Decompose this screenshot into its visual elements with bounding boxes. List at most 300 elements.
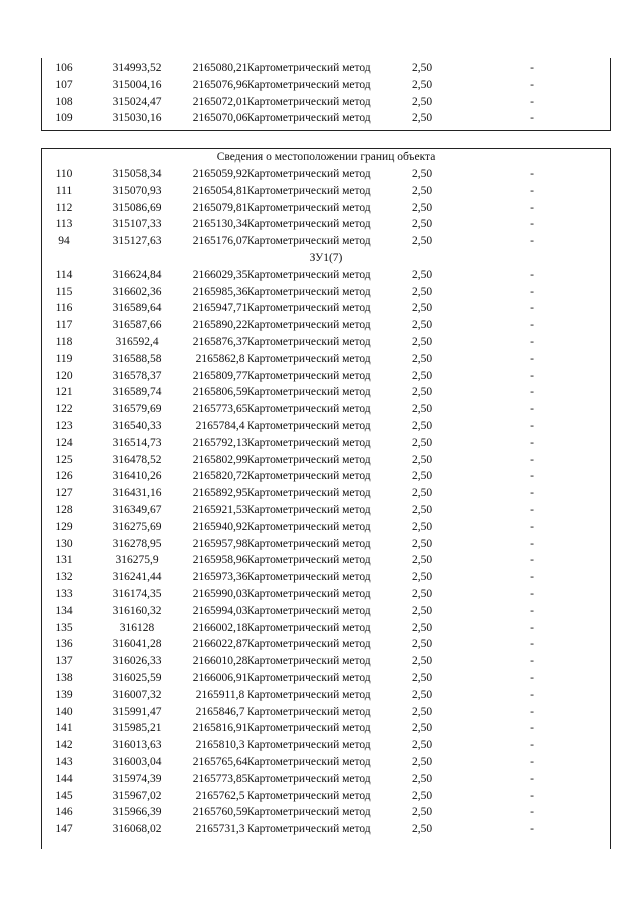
- coord-x-cell: 316174,35: [112, 588, 162, 600]
- table-row: [42, 284, 610, 301]
- method-cell: Картометрический метод: [247, 436, 371, 449]
- description-cell: -: [530, 823, 534, 836]
- description-cell: -: [530, 319, 534, 332]
- accuracy-cell: 2,50: [411, 487, 433, 500]
- method-cell: Картометрический метод: [247, 62, 371, 74]
- coord-x-cell: 316588,58: [112, 352, 162, 365]
- table-row: [42, 821, 610, 838]
- coord-y-cell: 2165862,8: [195, 352, 245, 365]
- point-number-cell: 134: [55, 604, 73, 617]
- coord-y-cell: 2165773,85: [192, 772, 248, 785]
- point-number-cell: 140: [55, 705, 73, 718]
- table-row: [42, 351, 610, 368]
- coord-x-cell: 315024,47: [112, 95, 162, 108]
- coord-x-cell: 316589,64: [112, 302, 162, 315]
- method-cell: Картометрический метод: [247, 235, 371, 248]
- point-number-cell: 113: [55, 218, 73, 231]
- point-number-cell: 114: [55, 268, 73, 281]
- accuracy-cell: 2,50: [411, 168, 433, 180]
- coord-y-cell: 2165973,36: [192, 571, 248, 584]
- method-cell: Картометрический метод: [247, 403, 371, 416]
- accuracy-cell: 2,50: [411, 621, 433, 634]
- accuracy-cell: 2,50: [411, 655, 433, 668]
- coord-y-cell: 2166002,18: [192, 621, 248, 634]
- coord-y-cell: 2165072,01: [192, 95, 248, 108]
- accuracy-cell: 2,50: [411, 453, 433, 466]
- description-cell: -: [530, 168, 534, 180]
- point-number-cell: 135: [55, 621, 73, 634]
- coord-x-cell: 314993,52: [112, 62, 162, 74]
- description-cell: -: [530, 235, 534, 248]
- coord-y-cell: 2165731,3: [195, 823, 245, 836]
- table-row: [42, 485, 610, 502]
- description-cell: -: [530, 487, 534, 500]
- coord-y-cell: 2165765,64: [192, 756, 248, 768]
- point-number-cell: 110: [55, 168, 73, 180]
- method-cell: Картометрический метод: [247, 823, 371, 836]
- method-cell: Картометрический метод: [247, 184, 371, 197]
- point-number-cell: 122: [55, 403, 73, 416]
- method-cell: Картометрический метод: [247, 504, 371, 516]
- coord-x-cell: 315127,63: [112, 235, 162, 248]
- method-cell: Картометрический метод: [247, 537, 371, 550]
- point-number-cell: 109: [55, 112, 73, 125]
- table-row: [42, 788, 610, 805]
- accuracy-cell: 2,50: [411, 672, 433, 684]
- coord-y-cell: 2165079,81: [192, 201, 248, 214]
- table-row: [42, 804, 610, 821]
- description-cell: -: [530, 739, 534, 752]
- description-cell: -: [530, 772, 534, 785]
- method-cell: Картометрический метод: [247, 655, 371, 668]
- point-number-cell: 139: [55, 688, 73, 701]
- accuracy-cell: 2,50: [411, 352, 433, 365]
- accuracy-cell: 2,50: [411, 78, 433, 91]
- point-number-cell: 111: [55, 184, 73, 197]
- coord-x-cell: 316431,16: [112, 487, 162, 500]
- method-cell: Картометрический метод: [247, 420, 371, 432]
- accuracy-cell: 2,50: [411, 470, 433, 483]
- table-row: [42, 704, 610, 721]
- point-number-cell: 128: [55, 504, 73, 516]
- method-cell: Картометрический метод: [247, 336, 371, 348]
- description-cell: -: [530, 722, 534, 735]
- point-number-cell: 120: [55, 369, 73, 382]
- description-cell: -: [530, 369, 534, 382]
- coord-x-cell: 315991,47: [112, 705, 162, 718]
- table-row: [42, 552, 610, 569]
- point-number-cell: 145: [55, 789, 73, 802]
- coord-x-cell: 316275,69: [112, 520, 162, 533]
- method-cell: Картометрический метод: [247, 352, 371, 365]
- coord-y-cell: 2165130,34: [192, 218, 248, 231]
- accuracy-cell: 2,50: [411, 739, 433, 752]
- table-row: [42, 754, 610, 771]
- point-number-cell: 144: [55, 772, 73, 785]
- method-cell: Картометрический метод: [247, 638, 371, 651]
- description-cell: -: [530, 688, 534, 701]
- coord-y-cell: 2165947,71: [192, 302, 248, 315]
- point-number-cell: 142: [55, 739, 73, 752]
- table-row: [42, 737, 610, 754]
- accuracy-cell: 2,50: [411, 772, 433, 785]
- description-cell: -: [530, 621, 534, 634]
- coord-y-cell: 2165784,4: [195, 420, 245, 432]
- point-number-cell: 116: [55, 302, 73, 315]
- point-number-cell: 94: [58, 235, 70, 248]
- description-cell: -: [530, 520, 534, 533]
- table-row: [42, 110, 610, 127]
- table-row: [42, 720, 610, 737]
- method-cell: Картометрический метод: [247, 268, 371, 281]
- point-number-cell: 141: [55, 722, 73, 735]
- table-row: [42, 60, 610, 77]
- coord-y-cell: 2165816,91: [192, 722, 248, 735]
- coord-y-cell: 2165876,37: [192, 336, 248, 348]
- point-number-cell: 146: [55, 806, 73, 819]
- method-cell: Картометрический метод: [247, 487, 371, 500]
- coord-x-cell: 316007,32: [112, 688, 162, 701]
- coord-y-cell: 2166006,91: [192, 672, 248, 684]
- description-cell: -: [530, 336, 534, 348]
- description-cell: -: [530, 285, 534, 298]
- point-number-cell: 127: [55, 487, 73, 500]
- description-cell: -: [530, 403, 534, 416]
- description-cell: -: [530, 705, 534, 718]
- accuracy-cell: 2,50: [411, 504, 433, 516]
- accuracy-cell: 2,50: [411, 95, 433, 108]
- method-cell: Картометрический метод: [247, 302, 371, 315]
- table-row: [42, 519, 610, 536]
- method-cell: Картометрический метод: [247, 806, 371, 819]
- coord-x-cell: 316478,52: [112, 453, 162, 466]
- description-cell: -: [530, 453, 534, 466]
- accuracy-cell: 2,50: [411, 268, 433, 281]
- method-cell: Картометрический метод: [247, 571, 371, 584]
- point-number-cell: 115: [55, 285, 73, 298]
- description-cell: -: [530, 62, 534, 74]
- accuracy-cell: 2,50: [411, 571, 433, 584]
- description-cell: -: [530, 112, 534, 125]
- point-number-cell: 136: [55, 638, 73, 651]
- accuracy-cell: 2,50: [411, 235, 433, 248]
- coord-y-cell: 2165921,53: [192, 504, 248, 516]
- method-cell: Картометрический метод: [247, 789, 371, 802]
- coord-x-cell: 316587,66: [112, 319, 162, 332]
- coord-x-cell: 315985,21: [112, 722, 162, 735]
- table-row: [42, 435, 610, 452]
- description-cell: -: [530, 537, 534, 550]
- table-row: [42, 334, 610, 351]
- coord-y-cell: 2165076,96: [192, 78, 248, 91]
- coord-y-cell: 2165054,81: [192, 184, 248, 197]
- table-row: [42, 317, 610, 334]
- coord-x-cell: 316540,33: [112, 420, 162, 432]
- description-cell: -: [530, 302, 534, 315]
- table-row: [42, 771, 610, 788]
- point-number-cell: 126: [55, 470, 73, 483]
- table-row: [42, 620, 610, 637]
- coord-y-cell: 2165911,8: [195, 688, 245, 701]
- point-number-cell: 106: [55, 62, 73, 74]
- coord-x-cell: 316514,73: [112, 436, 162, 449]
- description-cell: -: [530, 571, 534, 584]
- accuracy-cell: 2,50: [411, 604, 433, 617]
- table-row: [42, 418, 610, 435]
- table-row: [42, 653, 610, 670]
- point-number-cell: 130: [55, 537, 73, 550]
- point-number-cell: 133: [55, 588, 73, 600]
- description-cell: -: [530, 554, 534, 567]
- method-cell: Картометрический метод: [247, 772, 371, 785]
- table-row: [42, 502, 610, 519]
- coord-y-cell: 2165802,99: [192, 453, 248, 466]
- method-cell: Картометрический метод: [247, 319, 371, 332]
- accuracy-cell: 2,50: [411, 336, 433, 348]
- table-row: [42, 166, 610, 183]
- coord-y-cell: 2165820,72: [192, 470, 248, 483]
- method-cell: Картометрический метод: [247, 453, 371, 466]
- accuracy-cell: 2,50: [411, 806, 433, 819]
- method-cell: Картометрический метод: [247, 621, 371, 634]
- accuracy-cell: 2,50: [411, 537, 433, 550]
- coord-y-cell: 2165990,03: [192, 588, 248, 600]
- accuracy-cell: 2,50: [411, 520, 433, 533]
- description-cell: -: [530, 95, 534, 108]
- table-row: [42, 216, 610, 233]
- table-row: [42, 536, 610, 553]
- description-cell: -: [530, 184, 534, 197]
- coord-y-cell: 2165773,65: [192, 403, 248, 416]
- description-cell: -: [530, 504, 534, 516]
- method-cell: Картометрический метод: [247, 386, 371, 399]
- point-number-cell: 131: [55, 554, 73, 567]
- description-cell: -: [530, 352, 534, 365]
- accuracy-cell: 2,50: [411, 369, 433, 382]
- method-cell: Картометрический метод: [247, 705, 371, 718]
- table-row: [42, 384, 610, 401]
- coord-y-cell: 2165792,13: [192, 436, 248, 449]
- table-row: [42, 233, 610, 250]
- description-cell: -: [530, 588, 534, 600]
- coord-y-cell: 2165070,06: [192, 112, 248, 125]
- point-number-cell: 121: [55, 386, 73, 399]
- coord-y-cell: 2165994,03: [192, 604, 248, 617]
- method-cell: Картометрический метод: [247, 739, 371, 752]
- method-cell: Картометрический метод: [247, 688, 371, 701]
- coord-y-cell: 2165176,07: [192, 235, 248, 248]
- description-cell: -: [530, 604, 534, 617]
- accuracy-cell: 2,50: [411, 638, 433, 651]
- coord-x-cell: 315004,16: [112, 78, 162, 91]
- point-number-cell: 119: [55, 352, 73, 365]
- accuracy-cell: 2,50: [411, 789, 433, 802]
- coord-x-cell: 316041,28: [112, 638, 162, 651]
- description-cell: -: [530, 218, 534, 231]
- coord-x-cell: 316578,37: [112, 369, 162, 382]
- description-cell: -: [530, 672, 534, 684]
- description-cell: -: [530, 470, 534, 483]
- coord-x-cell: 316068,02: [112, 823, 162, 836]
- point-number-cell: 108: [55, 95, 73, 108]
- accuracy-cell: 2,50: [411, 201, 433, 214]
- method-cell: Картометрический метод: [247, 112, 371, 125]
- coord-x-cell: 316013,63: [112, 739, 162, 752]
- description-cell: -: [530, 268, 534, 281]
- coord-x-cell: 316128: [119, 621, 155, 634]
- method-cell: Картометрический метод: [247, 520, 371, 533]
- description-cell: -: [530, 78, 534, 91]
- coord-x-cell: 315030,16: [112, 112, 162, 125]
- accuracy-cell: 2,50: [411, 184, 433, 197]
- method-cell: Картометрический метод: [247, 554, 371, 567]
- coord-y-cell: 2165809,77: [192, 369, 248, 382]
- description-cell: -: [530, 638, 534, 651]
- accuracy-cell: 2,50: [411, 403, 433, 416]
- accuracy-cell: 2,50: [411, 588, 433, 600]
- coord-x-cell: 316241,44: [112, 571, 162, 584]
- accuracy-cell: 2,50: [411, 420, 433, 432]
- table-row: [42, 670, 610, 687]
- table-row: [42, 603, 610, 620]
- method-cell: Картометрический метод: [247, 588, 371, 600]
- accuracy-cell: 2,50: [411, 722, 433, 735]
- coord-x-cell: 316278,95: [112, 537, 162, 550]
- accuracy-cell: 2,50: [411, 62, 433, 74]
- point-number-cell: 147: [55, 823, 73, 836]
- point-number-cell: 124: [55, 436, 73, 449]
- accuracy-cell: 2,50: [411, 705, 433, 718]
- table-row: [42, 300, 610, 317]
- coord-y-cell: 2165957,98: [192, 537, 248, 550]
- accuracy-cell: 2,50: [411, 823, 433, 836]
- accuracy-cell: 2,50: [411, 436, 433, 449]
- accuracy-cell: 2,50: [411, 756, 433, 768]
- point-number-cell: 117: [55, 319, 73, 332]
- description-cell: -: [530, 655, 534, 668]
- coord-x-cell: 316160,32: [112, 604, 162, 617]
- method-cell: Картометрический метод: [247, 218, 371, 231]
- coord-x-cell: 315086,69: [112, 201, 162, 214]
- table-row: [42, 586, 610, 603]
- coord-x-cell: 316026,33: [112, 655, 162, 668]
- description-cell: -: [530, 386, 534, 399]
- accuracy-cell: 2,50: [411, 554, 433, 567]
- table-row: [42, 94, 610, 111]
- accuracy-cell: 2,50: [411, 112, 433, 125]
- point-number-cell: 132: [55, 571, 73, 584]
- coord-x-cell: 316349,67: [112, 504, 162, 516]
- coord-y-cell: 2165958,96: [192, 554, 248, 567]
- land-plot-label: ЗУ1(7): [309, 252, 343, 264]
- point-number-cell: 137: [55, 655, 73, 668]
- description-cell: -: [530, 420, 534, 432]
- coord-x-cell: 315966,39: [112, 806, 162, 819]
- coord-y-cell: 2165985,36: [192, 285, 248, 298]
- coord-y-cell: 2166010,28: [192, 655, 248, 668]
- coord-x-cell: 316003,04: [112, 756, 162, 768]
- method-cell: Картометрический метод: [247, 78, 371, 91]
- method-cell: Картометрический метод: [247, 168, 371, 180]
- method-cell: Картометрический метод: [247, 201, 371, 214]
- table-row: [42, 636, 610, 653]
- coord-x-cell: 315967,02: [112, 789, 162, 802]
- coordinates-table-continuation: [41, 58, 611, 131]
- method-cell: Картометрический метод: [247, 604, 371, 617]
- coord-y-cell: 2165760,59: [192, 806, 248, 819]
- description-cell: -: [530, 201, 534, 214]
- accuracy-cell: 2,50: [411, 386, 433, 399]
- method-cell: Картометрический метод: [247, 722, 371, 735]
- method-cell: Картометрический метод: [247, 95, 371, 108]
- coord-x-cell: 316025,59: [112, 672, 162, 684]
- coord-y-cell: 2165080,21: [192, 62, 248, 74]
- method-cell: Картометрический метод: [247, 470, 371, 483]
- coord-y-cell: 2165890,22: [192, 319, 248, 332]
- table-row: [42, 368, 610, 385]
- accuracy-cell: 2,50: [411, 285, 433, 298]
- coord-y-cell: 2166022,87: [192, 638, 248, 651]
- point-number-cell: 129: [55, 520, 73, 533]
- coord-x-cell: 316275,9: [115, 554, 159, 567]
- coordinates-table-section: [41, 148, 611, 849]
- coord-y-cell: 2165810,3: [195, 739, 245, 752]
- coord-x-cell: 316410,26: [112, 470, 162, 483]
- point-number-cell: 123: [55, 420, 73, 432]
- coord-y-cell: 2165806,59: [192, 386, 248, 399]
- method-cell: Картометрический метод: [247, 369, 371, 382]
- table-row: [42, 468, 610, 485]
- description-cell: -: [530, 756, 534, 768]
- coord-y-cell: 2165846,7: [195, 705, 245, 718]
- point-number-cell: 143: [55, 756, 73, 768]
- method-cell: Картометрический метод: [247, 756, 371, 768]
- coord-x-cell: 316624,84: [112, 268, 162, 281]
- coord-x-cell: 315058,34: [112, 168, 162, 180]
- description-cell: -: [530, 806, 534, 819]
- coord-x-cell: 315070,93: [112, 184, 162, 197]
- coord-x-cell: 316579,69: [112, 403, 162, 416]
- point-number-cell: 118: [55, 336, 73, 348]
- table-row: [42, 452, 610, 469]
- description-cell: -: [530, 436, 534, 449]
- table-row: [42, 77, 610, 94]
- coord-y-cell: 2165892,95: [192, 487, 248, 500]
- coord-y-cell: 2165059,92: [192, 168, 248, 180]
- section-header: Сведения о местоположении границ объекта: [216, 151, 436, 163]
- table-row: [42, 200, 610, 217]
- table-row: [42, 183, 610, 200]
- accuracy-cell: 2,50: [411, 688, 433, 701]
- point-number-cell: 112: [55, 201, 73, 214]
- coord-x-cell: 315107,33: [112, 218, 162, 231]
- description-cell: -: [530, 789, 534, 802]
- table-row: [42, 687, 610, 704]
- coord-x-cell: 316589,74: [112, 386, 162, 399]
- table-row: [42, 569, 610, 586]
- table-row: [42, 267, 610, 284]
- point-number-cell: 138: [55, 672, 73, 684]
- method-cell: Картометрический метод: [247, 285, 371, 298]
- accuracy-cell: 2,50: [411, 302, 433, 315]
- coord-x-cell: 315974,39: [112, 772, 162, 785]
- point-number-cell: 107: [55, 78, 73, 91]
- table-row: [42, 401, 610, 418]
- coord-x-cell: 316592,4: [115, 336, 159, 348]
- coord-y-cell: 2166029,35: [192, 268, 248, 281]
- accuracy-cell: 2,50: [411, 319, 433, 332]
- accuracy-cell: 2,50: [411, 218, 433, 231]
